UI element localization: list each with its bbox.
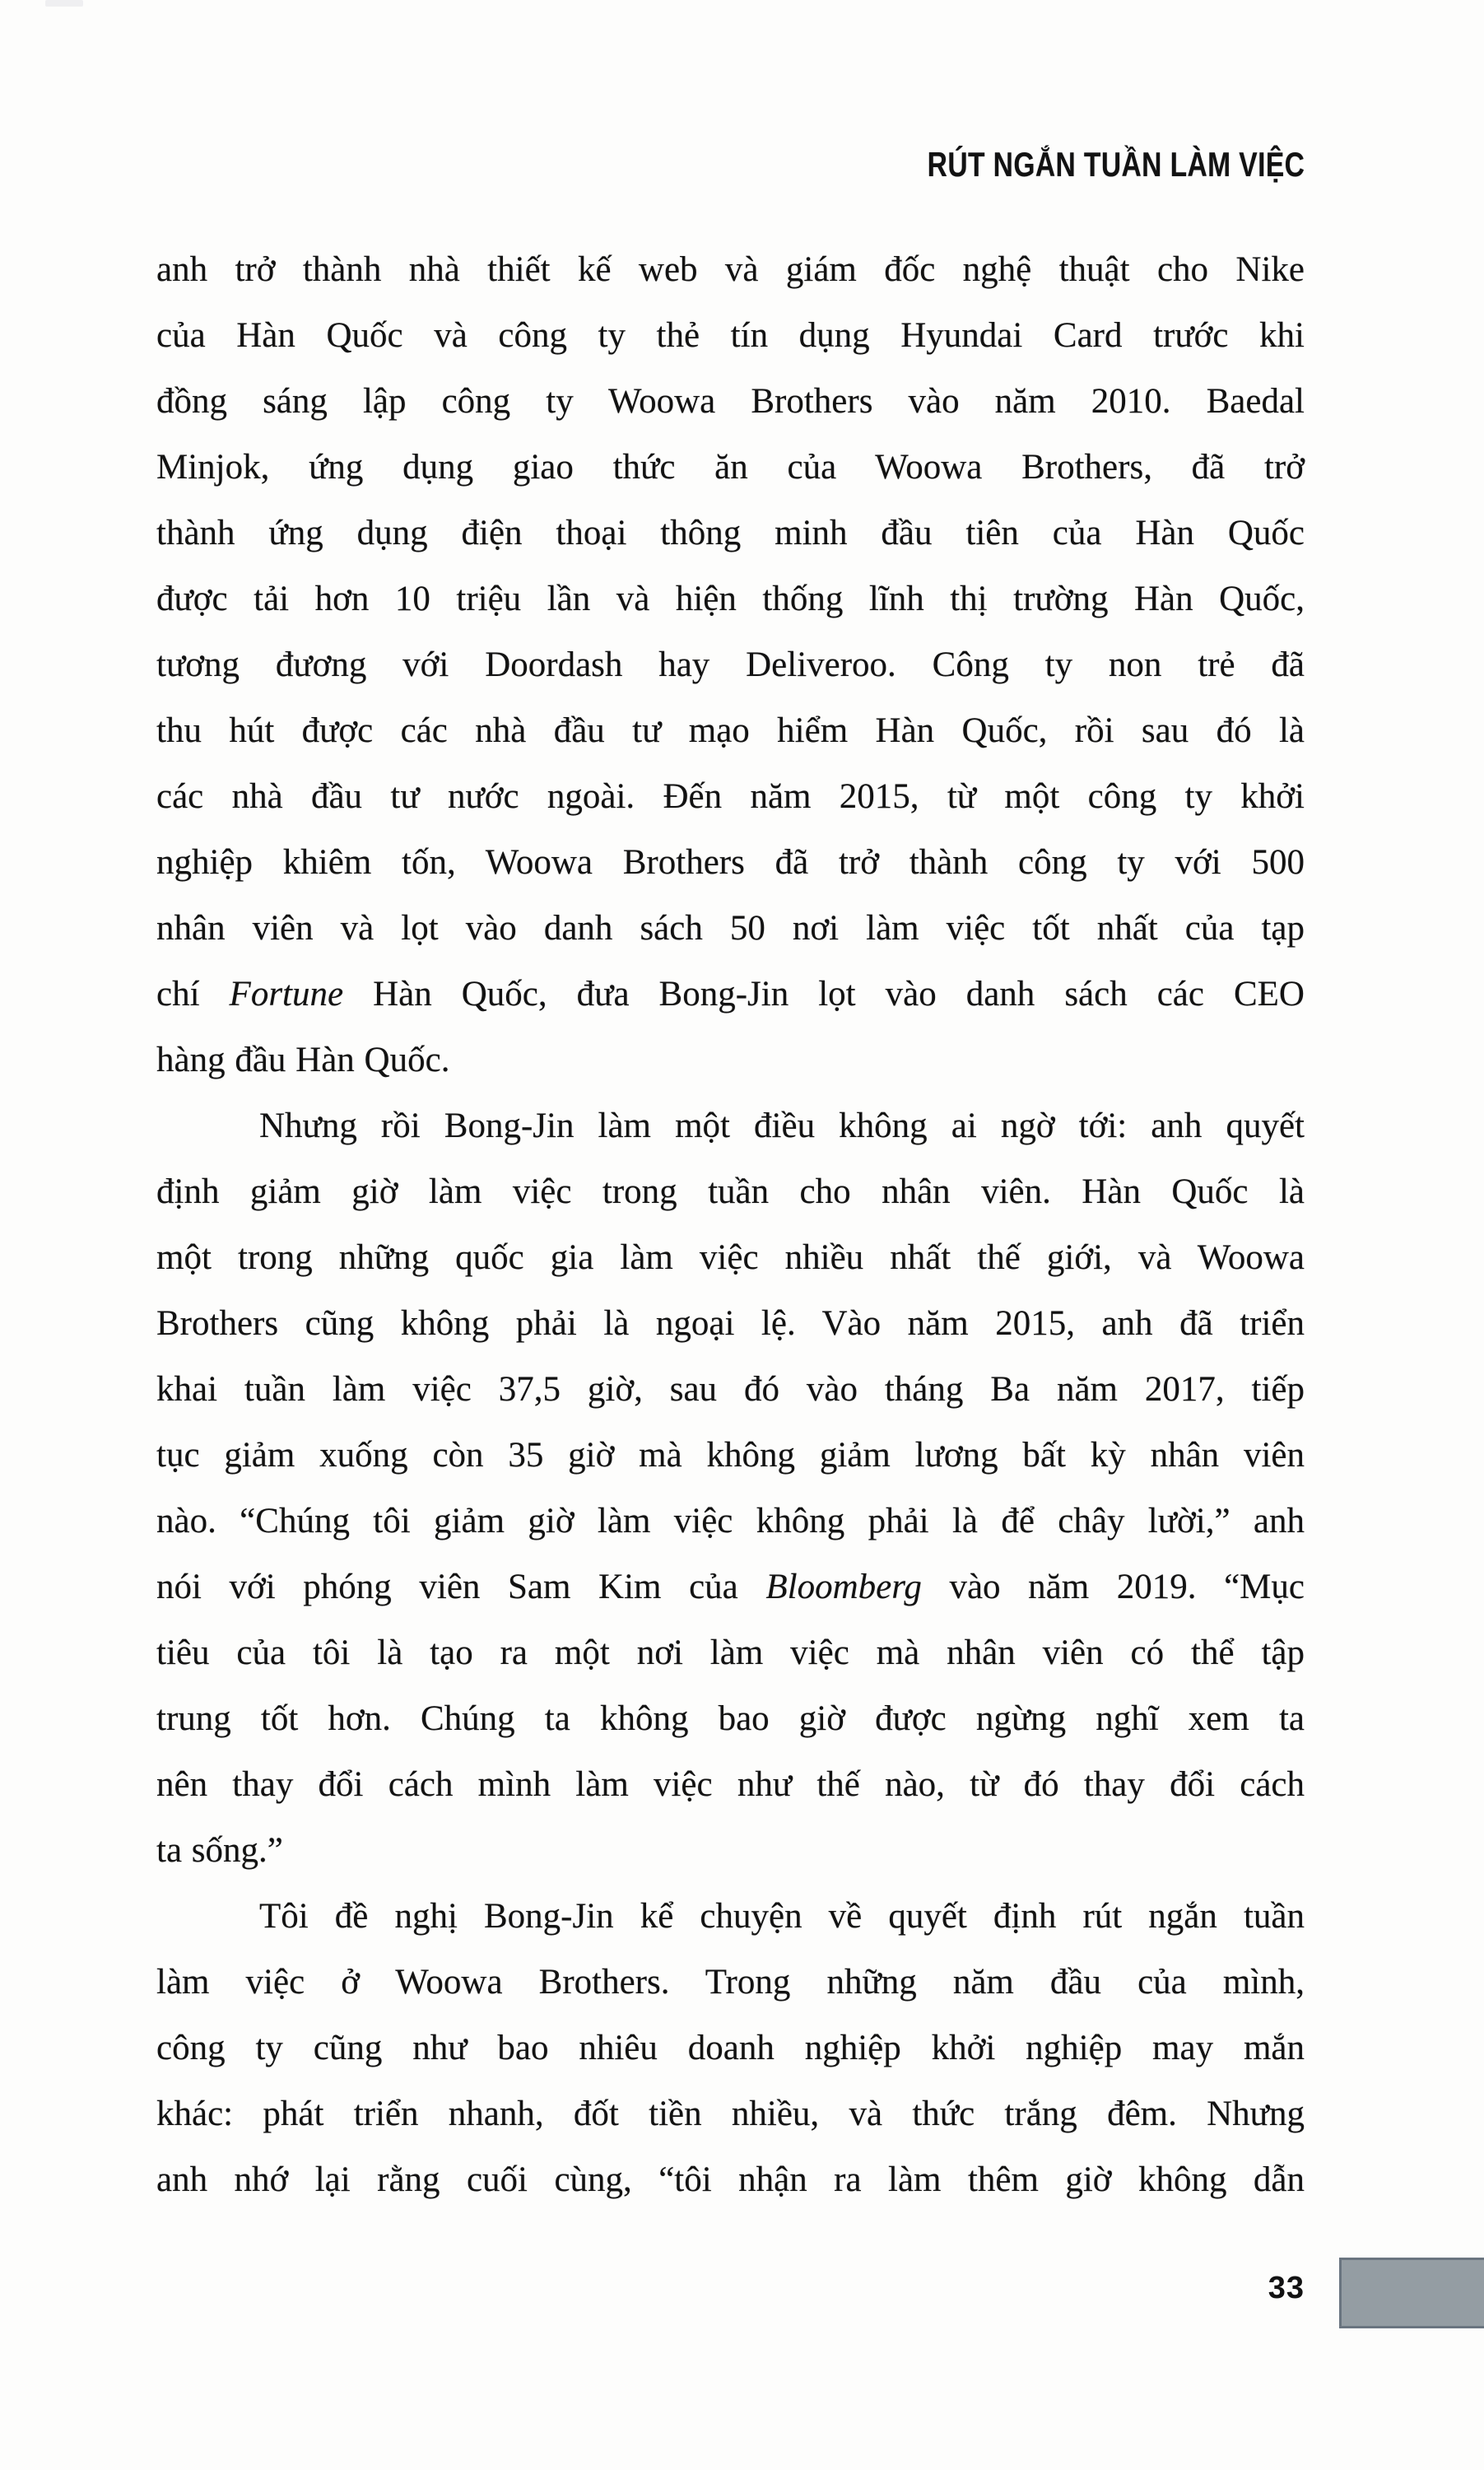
text-line bbox=[156, 632, 1305, 698]
text-segment: một trong những quốc gia làm việc nhiều nhất thế giới, và Woowa bbox=[156, 1238, 1305, 1277]
text-line bbox=[156, 962, 1305, 1028]
text-segment: trung tốt hơn. Chúng ta không bao giờ được ngừng nghĩ xem ta bbox=[156, 1699, 1305, 1738]
text-segment: công ty cũng như bao nhiêu doanh nghiệp khởi nghiệp may mắn bbox=[156, 2029, 1305, 2067]
text-line bbox=[156, 896, 1305, 962]
text-line bbox=[156, 1357, 1305, 1423]
text-segment: thành ứng dụng điện thoại thông minh đầu tiên của Hàn Quốc bbox=[156, 514, 1305, 552]
text-segment: định giảm giờ làm việc trong tuần cho nhân viên. Hàn Quốc là bbox=[156, 1172, 1305, 1211]
text-line bbox=[156, 1686, 1305, 1752]
text-segment: anh nhớ lại rằng cuối cùng, “tôi nhận ra làm thêm giờ không dẫn bbox=[156, 2160, 1305, 2199]
text-segment: nói với phóng viên Sam Kim của bbox=[156, 1568, 766, 1606]
text-segment: chí bbox=[156, 975, 230, 1014]
text-line bbox=[156, 501, 1305, 566]
text-segment: nghiệp khiêm tốn, Woowa Brothers đã trở thành công ty với 500 bbox=[156, 843, 1305, 882]
text-line bbox=[156, 698, 1305, 764]
text-segment: tương đương với Doordash hay Deliveroo. Công ty non trẻ đã bbox=[156, 645, 1305, 684]
paragraph bbox=[156, 1093, 1305, 1884]
text-line bbox=[156, 237, 1305, 303]
text-segment: Minjok, ứng dụng giao thức ăn của Woowa Brothers, đã trở bbox=[156, 448, 1305, 487]
text-segment: Tôi đề nghị Bong-Jin kể chuyện về quyết định rút ngắn tuần bbox=[259, 1897, 1305, 1936]
page-number: 33 bbox=[1268, 2271, 1305, 2305]
text-line bbox=[156, 2081, 1305, 2147]
text-segment: nhân viên và lọt vào danh sách 50 nơi làm việc tốt nhất của tạp bbox=[156, 909, 1305, 948]
text-line bbox=[156, 764, 1305, 830]
text-segment: khai tuần làm việc 37,5 giờ, sau đó vào tháng Ba năm 2017, tiếp bbox=[156, 1370, 1305, 1409]
text-segment: vào năm 2019. “Mục bbox=[921, 1568, 1305, 1606]
text-segment: anh trở thành nhà thiết kế web và giám đốc nghệ thuật cho Nike bbox=[156, 250, 1305, 289]
text-segment: đồng sáng lập công ty Woowa Brothers vào năm 2010. Baedal bbox=[156, 382, 1305, 421]
text-line bbox=[156, 1028, 1305, 1093]
text-line bbox=[156, 1291, 1305, 1357]
text-segment: Nhưng rồi Bong-Jin làm một điều không ai ngờ tới: anh quyết bbox=[259, 1107, 1305, 1145]
text-line bbox=[156, 1093, 1305, 1159]
text-segment: khác: phát triển nhanh, đốt tiền nhiều, và thức trắng đêm. Nhưng bbox=[156, 2095, 1305, 2133]
text-line bbox=[156, 1225, 1305, 1291]
text-segment: làm việc ở Woowa Brothers. Trong những năm đầu của mình, bbox=[156, 1963, 1305, 2002]
text-segment: nào. “Chúng tôi giảm giờ làm việc không phải là để chây lười,” anh bbox=[156, 1502, 1305, 1540]
scan-artifact bbox=[45, 0, 83, 7]
text-line bbox=[156, 369, 1305, 435]
text-line bbox=[156, 2016, 1305, 2081]
text-segment: của Hàn Quốc và công ty thẻ tín dụng Hyundai Card trước khi bbox=[156, 316, 1305, 355]
text-segment: nên thay đổi cách mình làm việc như thế nào, từ đó thay đổi cách bbox=[156, 1765, 1305, 1804]
text-line bbox=[156, 1554, 1305, 1620]
text-segment: được tải hơn 10 triệu lần và hiện thống lĩnh thị trường Hàn Quốc, bbox=[156, 580, 1305, 618]
text-segment: tiêu của tôi là tạo ra một nơi làm việc mà nhân viên có thể tập bbox=[156, 1633, 1305, 1672]
text-segment: hàng đầu Hàn Quốc. bbox=[156, 1041, 450, 1079]
running-head: RÚT NGẮN TUẦN LÀM VIỆC bbox=[927, 145, 1305, 184]
paragraph bbox=[156, 1884, 1305, 2213]
text-segment: tục giảm xuống còn 35 giờ mà không giảm lương bất kỳ nhân viên bbox=[156, 1436, 1305, 1475]
text-line bbox=[156, 1423, 1305, 1489]
text-line bbox=[156, 1752, 1305, 1818]
text-line bbox=[156, 303, 1305, 369]
publication-name-italic: Bloomberg bbox=[765, 1568, 922, 1606]
publication-name-italic: Fortune bbox=[229, 975, 344, 1014]
text-segment: Hàn Quốc, đưa Bong-Jin lọt vào danh sách các CEO bbox=[343, 975, 1305, 1014]
page-edge-marker bbox=[1339, 2258, 1484, 2328]
paragraph bbox=[156, 237, 1305, 1093]
text-line bbox=[156, 1620, 1305, 1686]
text-line bbox=[156, 830, 1305, 896]
text-segment: ta sống.” bbox=[156, 1831, 283, 1870]
text-line bbox=[156, 1884, 1305, 1950]
text-segment: Brothers cũng không phải là ngoại lệ. Vào năm 2015, anh đã triển bbox=[156, 1304, 1305, 1343]
text-line bbox=[156, 1159, 1305, 1225]
text-line bbox=[156, 1950, 1305, 2016]
text-line bbox=[156, 566, 1305, 632]
text-line bbox=[156, 1818, 1305, 1884]
text-segment: thu hút được các nhà đầu tư mạo hiểm Hàn Quốc, rồi sau đó là bbox=[156, 711, 1305, 750]
text-line bbox=[156, 1489, 1305, 1554]
text-line bbox=[156, 2147, 1305, 2213]
body-text bbox=[156, 237, 1305, 2213]
text-line bbox=[156, 435, 1305, 501]
text-segment: các nhà đầu tư nước ngoài. Đến năm 2015, từ một công ty khởi bbox=[156, 777, 1305, 816]
